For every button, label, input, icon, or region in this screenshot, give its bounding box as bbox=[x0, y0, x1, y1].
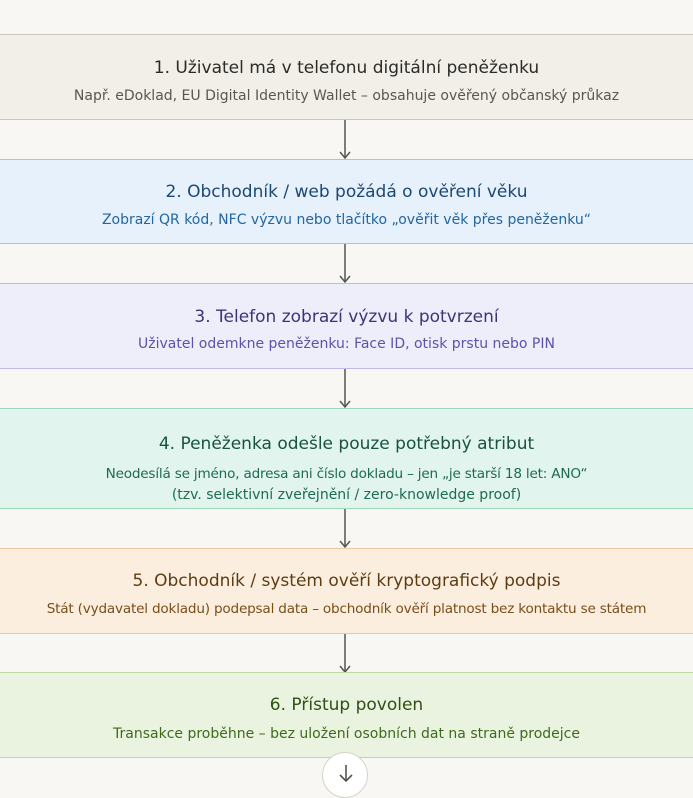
step-card-6 bbox=[0, 672, 693, 758]
arrow-down-icon bbox=[337, 244, 353, 284]
arrow-down-icon bbox=[337, 763, 355, 785]
step-description: (tzv. selektivní zveřejnění / zero-knowledge proof) bbox=[171, 487, 522, 503]
step-description: Transakce proběhne – bez uložení osobních dat na straně prodejce bbox=[113, 726, 580, 742]
arrow-down-icon bbox=[337, 509, 353, 549]
step-card-4 bbox=[0, 408, 693, 509]
arrow-down-icon bbox=[337, 369, 353, 409]
step-description: Zobrazí QR kód, NFC výzvu nebo tlačítko „ověřit věk přes peněženku“ bbox=[101, 212, 592, 228]
step-card-3 bbox=[0, 283, 693, 369]
step-description: Uživatel odemkne peněženku: Face ID, otisk prstu nebo PIN bbox=[138, 336, 555, 352]
step-title: 1. Uživatel má v telefonu digitální peněženku bbox=[153, 58, 540, 78]
step-description: Neodesílá se jméno, adresa ani číslo dokladu – jen „je starší 18 let: ANO“ bbox=[105, 466, 588, 482]
step-title: 4. Peněženka odešle pouze potřebný atribut bbox=[158, 434, 535, 454]
step-description: Stát (vydavatel dokladu) podepsal data – obchodník ověří platnost bez kontaktu se státem bbox=[46, 601, 647, 617]
step-title: 6. Přístup povolen bbox=[269, 695, 424, 715]
step-card-1 bbox=[0, 34, 693, 120]
arrow-down-icon bbox=[337, 120, 353, 160]
step-card-2 bbox=[0, 159, 693, 244]
step-description: Např. eDoklad, EU Digital Identity Wallet – obsahuje ověřený občanský průkaz bbox=[73, 88, 620, 104]
step-title: 5. Obchodník / systém ověří kryptografický podpis bbox=[132, 571, 561, 591]
step-card-5 bbox=[0, 548, 693, 634]
arrow-down-icon bbox=[337, 634, 353, 674]
step-title: 2. Obchodník / web požádá o ověření věku bbox=[165, 182, 528, 202]
scroll-down-button[interactable] bbox=[322, 752, 368, 798]
step-title: 3. Telefon zobrazí výzvu k potvrzení bbox=[194, 307, 499, 327]
